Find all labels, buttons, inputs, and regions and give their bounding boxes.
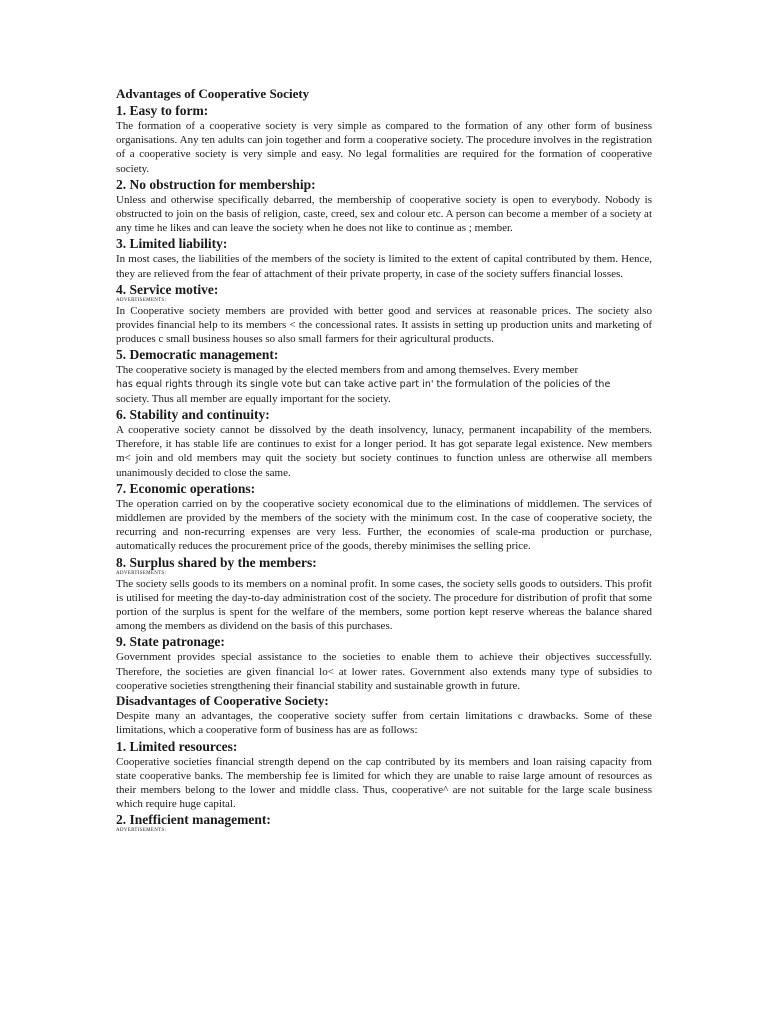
section-text-service-motive: In Cooperative society members are provided with better good and services at reasonable prices. The society also provides financial help to its members < the concessional rates. It assists in setting up production units and marketing of produces c small business houses so also small farmers for their agricultural products. [116, 304, 652, 346]
advertisements-label: ADVERTISEMENTS: [116, 828, 167, 834]
section-text-easy-to-form: The formation of a cooperative society is very simple as compared to the formation of any other form of business organisations. Any ten adults can join together and form a cooperative society. The procedure involves in the registration of a cooperative society is very simple and easy. No legal formalities are required for the formation of cooperative society. [116, 120, 652, 175]
section-text-democratic-management-2: has equal rights through its single vote but can take active part in' the formulation of the policies of the [116, 378, 611, 390]
disadvantages-intro: Despite many an advantages, the cooperative society suffer from certain limitations c drawbacks. Some of these limitations, which a cooperative form of business has are as follows: [116, 710, 652, 737]
advertisements-label: ADVERTISEMENTS: [116, 297, 167, 303]
section-heading-easy-to-form: 1. Easy to form: [116, 103, 209, 118]
section-text-surplus: The society sells goods to its members on a nominal profit. In some cases, the society sells goods to outsiders. This profit is utilised for meeting the day-to-day administration cost of the society. The procedure for distribution of profit that some portion of the surplus is spent for the welfare of the members, some portion kept reserve whereas the balance shared among the members as dividend on the basis of this purchases. [116, 577, 652, 633]
section-heading-inefficient-management: 2. Inefficient management: [116, 812, 271, 828]
section-heading-limited-liability: 3. Limited liability: [116, 236, 228, 252]
section-text-economic-operations: The operation carried on by the cooperative society economical due to the eliminations of middlemen. The services of middlemen are provided by the members of the society with the minimum cost. In the case of cooperative society, the recurring and non-recurring expenses are very less. Further, the economies of scale-ma production or purchase, automatically reduces the procurement price of the goods, thereby minimises the selling price. [116, 497, 652, 553]
section-heading-surplus: 8. Surplus shared by the members: [116, 554, 317, 570]
disadvantages-title: Disadvantages of Cooperative Society: [116, 693, 329, 709]
section-heading-economic-operations: 7. Economic operations: [116, 480, 256, 496]
section-text-membership: Unless and otherwise specifically debarred, the membership of cooperative society is open to everybody. Nobody is obstructed to join on the basis of religion, caste, creed, sex and colour etc. A person can become a member of a society at any time he likes and can leave the society when he does not like to continue as ; member. [116, 193, 652, 235]
page-title: Advantages of Cooperative Society [116, 86, 310, 101]
section-heading-service-motive: 4. Service motive: [116, 281, 219, 297]
section-text-democratic-management-3: society. Thus all member are equally important for the society. [116, 392, 391, 405]
section-heading-stability: 6. Stability and continuity: [116, 407, 270, 423]
section-text-democratic-management-1: The cooperative society is managed by the elected members from and among themselves. Every member [116, 364, 579, 377]
section-heading-limited-resources: 1. Limited resources: [116, 738, 238, 754]
section-heading-state-patronage: 9. State patronage: [116, 634, 225, 650]
section-text-state-patronage: Government provides special assistance to the societies to enable them to achieve their objectives successfully. Therefore, the societies are given financial lo< at lower rates. Government also extends many type of subsidies to cooperative societies strengthening their financial stability and sustainable growth in future. [116, 651, 652, 692]
section-text-stability: A cooperative society cannot be dissolved by the death insolvency, lunacy, permanent incapability of the members. Therefore, it has stable life are continues to exist for a longer period. It has got separate legal existence. New members m< join and old members may quit the society but society continues to function unless are otherwise all members unanimously decided to close the same. [116, 424, 652, 479]
section-text-limited-liability: In most cases, the liabilities of the members of the society is limited to the extent of capital contributed by them. Hence, they are relieved from the fear of attachment of their private property, in case of the society suffers financial losses. [116, 253, 652, 280]
advertisements-label: ADVERTISEMENTS: [116, 570, 167, 576]
section-heading-membership: 2. No obstruction for membership: [116, 176, 316, 192]
document-page [116, 86, 652, 834]
section-heading-democratic-management: 5. Democratic management: [116, 347, 279, 363]
section-text-limited-resources: Cooperative societies financial strength depend on the cap contributed by its members and loan raising capacity from state cooperative banks. The membership fee is limited for which they are unable to raise large amount of resources as their members belong to the lower and middle class. Thus, cooperative^ are not suitable for the large scale business which require huge capital. [116, 755, 652, 811]
